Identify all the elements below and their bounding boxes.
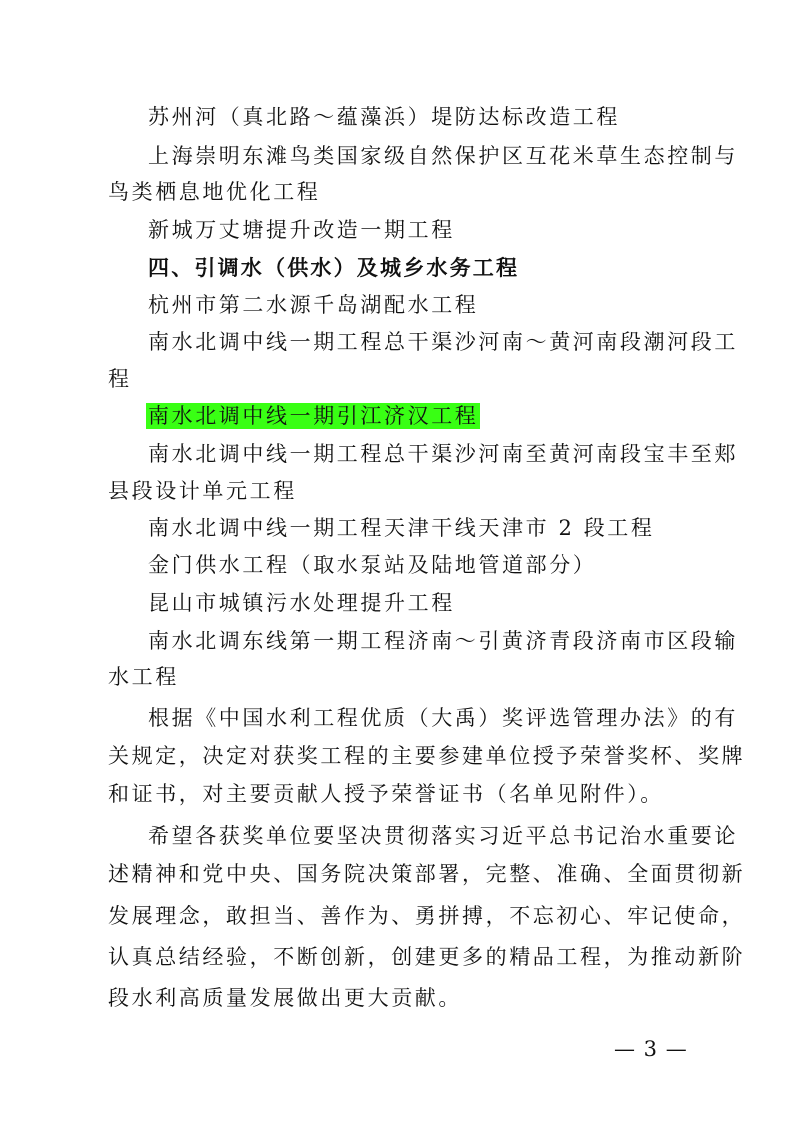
project-line: 上海崇明东滩鸟类国家级自然保护区互花米草生态控制与 (148, 144, 738, 168)
highlighted-project-line (148, 403, 698, 429)
project-line-continuation: 鸟类栖息地优化工程 (108, 180, 321, 204)
project-line-continuation: 县段设计单元工程 (108, 479, 297, 503)
project-line: 新城万丈塘提升改造一期工程 (148, 218, 455, 242)
project-line: 南水北调中线一期工程总干渠沙河南至黄河南段宝丰至郏 (148, 442, 738, 466)
project-line: 南水北调东线第一期工程济南～引黄济青段济南市区段输 (148, 629, 738, 653)
project-line-continuation: 水工程 (108, 665, 179, 689)
project-line: 苏州河（真北路～蕴藻浜）堤防达标改造工程 (148, 105, 620, 129)
paragraph-line: 述精神和党中央、国务院决策部署，完整、准确、全面贯彻新 (108, 862, 746, 886)
section-heading: 四、引调水（供水）及城乡水务工程 (148, 255, 520, 280)
project-line: 杭州市第二水源千岛湖配水工程 (148, 293, 479, 317)
paragraph-line: 发展理念，敢担当、善作为、勇拼搏，不忘初心、牢记使命， (108, 904, 746, 928)
paragraph-line: 关规定，决定对获奖工程的主要参建单位授予荣誉奖杯、奖牌 (108, 744, 746, 768)
project-line: 昆山市城镇污水处理提升工程 (148, 591, 455, 615)
project-line: 南水北调中线一期工程天津干线天津市 2 段工程 (148, 516, 655, 540)
project-line: 南水北调中线一期工程总干渠沙河南～黄河南段潮河段工 (148, 330, 738, 354)
project-line: 金门供水工程（取水泵站及陆地管道部分） (148, 553, 597, 577)
paragraph-line: 段水利高质量发展做出更大贡献。 (108, 986, 462, 1010)
paragraph-line: 根据《中国水利工程优质（大禹）奖评选管理办法》的有 (148, 706, 738, 730)
paragraph-line: 希望各获奖单位要坚决贯彻落实习近平总书记治水重要论 (148, 824, 738, 848)
text-highlight: 南水北调中线一期引江济汉工程 (148, 404, 479, 428)
paragraph-line: 和证书，对主要贡献人授予荣誉证书（名单见附件）。 (108, 782, 664, 806)
page-number: — 3 — (614, 1037, 688, 1061)
paragraph-line: 认真总结经验，不断创新，创建更多的精品工程，为推动新阶 (108, 945, 746, 969)
project-line-continuation: 程 (108, 367, 132, 391)
